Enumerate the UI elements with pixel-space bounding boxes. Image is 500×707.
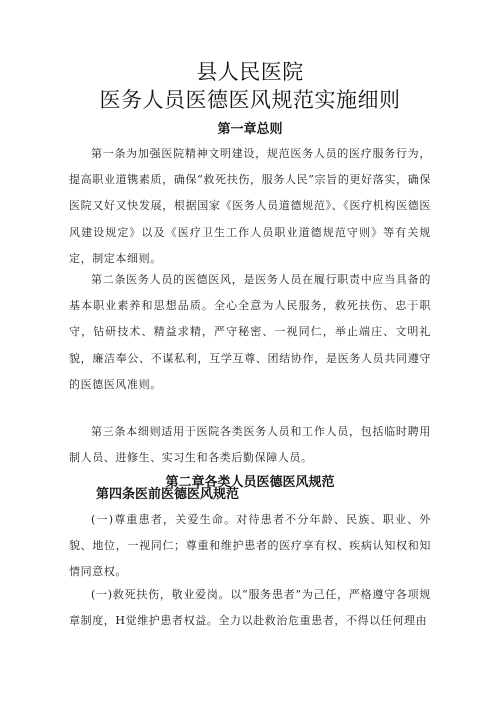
article-1-paragraph: 第一条为加强医院精神文明建设，规范医务人员的医疗服务行为，提高职业道镌素质，确保“救死扶伤，服务人民”宗旨的更好落实，确保医院又好又快发展，根据国家《医务人员道德规范》、《医疗机构医德医风建设规定》以及《医疗卫生工作人员职业道德规范守则》等有关规定，制定本细则。	[69, 147, 431, 265]
article-2-paragraph: 第二条医务人员的医德医风，是医务人员在履行职责中应当具备的基本职业素养和思想品质。全心全意为人民服务，救死扶伤、忠于职守，钻研技术、精益求精，严守秘密、一视同仁，举止端庄、文明礼貌，廉洁奉公、不谋私利，互学互尊、团结协作，是医务人员共同遵守的医德医风准则。	[69, 273, 431, 391]
hospital-name: 县人民医院	[196, 60, 304, 84]
article-3-paragraph: 第三条本细则适用于医院各类医务人员和工作人员，包括临时聘用制人员、进修生、实习生和各类后勤保障人员。	[69, 425, 431, 465]
article-4-heading: 第四条医前医德医风规范	[96, 487, 240, 502]
article-4-item-1: (一)尊重患者，关爱生命。对待患者不分年龄、民族、职业、外貌、地位，一视同仁；尊重和维护患者的医疗享有权、疾病认知权和知情同意权。	[69, 513, 431, 579]
article-4-item-2: (一)救死扶伤，敬业爱岗。以“服务患者”为己任，严格遵守各项规章制度，H觉维护患者权益。全力以赴救治危重患者，不得以任何理由	[69, 588, 431, 628]
chapter-2-heading: 第二章各类人员医德医风规范	[165, 475, 335, 490]
chapter-1-heading: 第一章总则	[217, 122, 283, 137]
document-title: 医务人员医德医风规范实施细则	[99, 88, 401, 112]
